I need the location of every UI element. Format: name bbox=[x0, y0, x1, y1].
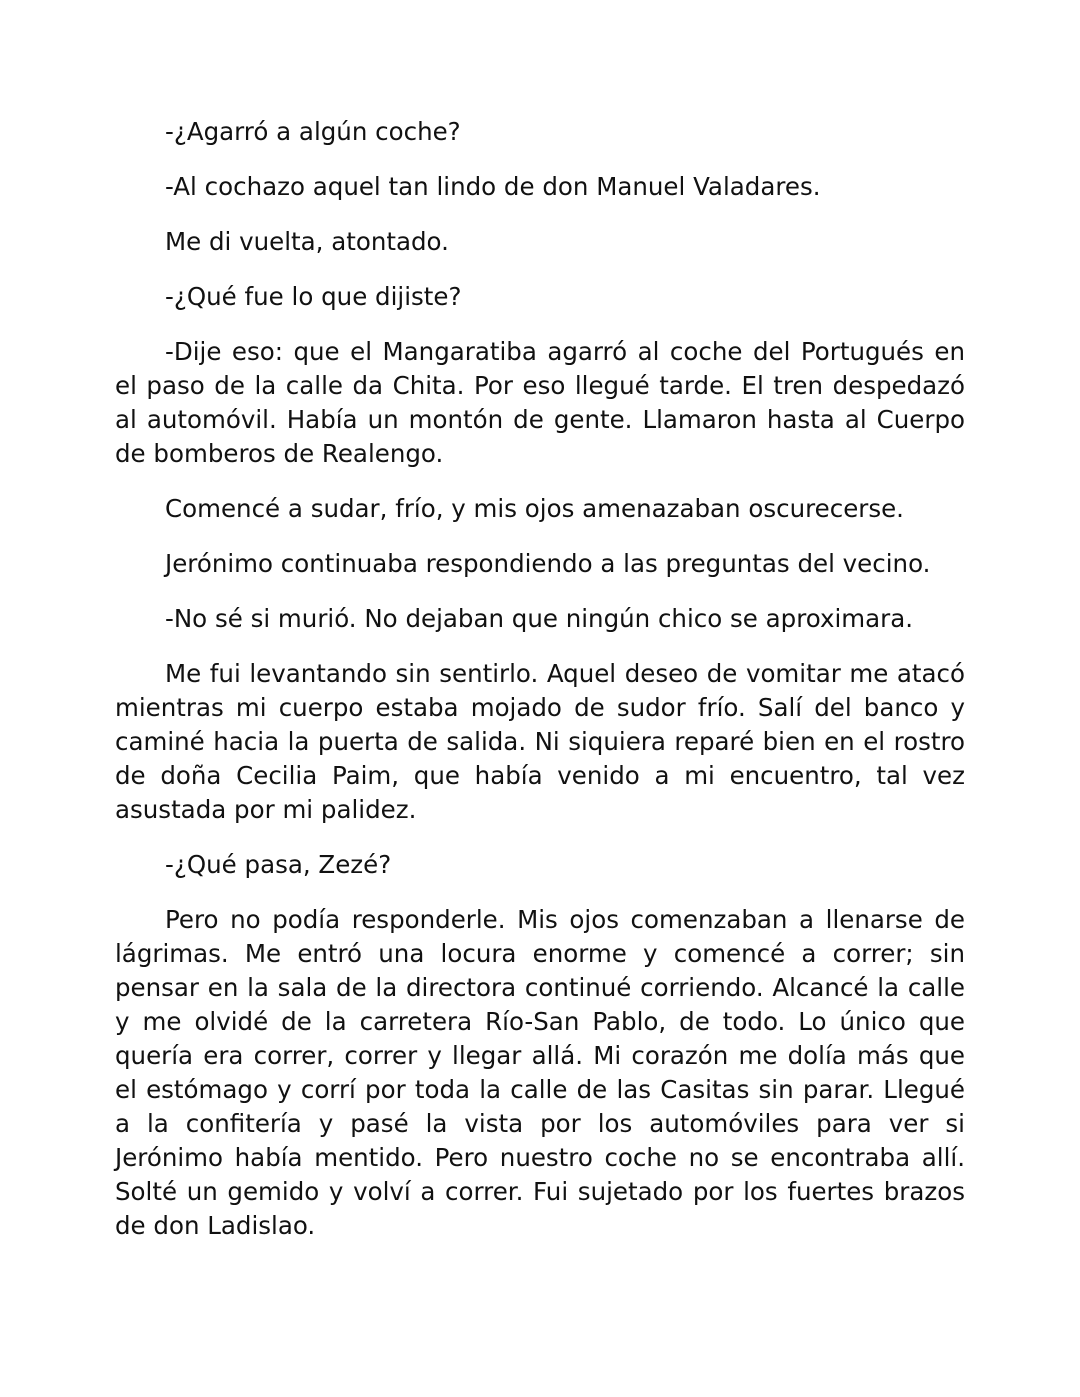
paragraph: Jerónimo continuaba respondiendo a las preguntas del vecino. bbox=[165, 549, 931, 578]
paragraph: -No sé si murió. No dejaban que ningún chico se aproximara. bbox=[165, 604, 914, 633]
paragraph: Me fui levantando sin sentirlo. Aquel deseo de vomitar me atacó mientras mi cuerpo estaba mojado de sudor frío. Salí del banco y caminé hacia la puerta de salida. Ni siquiera reparé bien en el rostro de doña Cecilia Paim, que había venido a mi encuentro, tal vez asustada por mi palidez. bbox=[115, 659, 965, 824]
paragraph: -Al cochazo aquel tan lindo de don Manuel Valadares. bbox=[165, 172, 821, 201]
document-page bbox=[115, 115, 965, 1264]
paragraph: Me di vuelta, atontado. bbox=[165, 227, 449, 256]
paragraph: -¿Qué pasa, Zezé? bbox=[165, 850, 392, 879]
paragraph: Comencé a sudar, frío, y mis ojos amenazaban oscurecerse. bbox=[165, 494, 904, 523]
paragraph: Pero no podía responderle. Mis ojos comenzaban a llenarse de lágrimas. Me entró una locura enorme y comencé a correr; sin pensar en la sala de la directora continué corriendo. Alcancé la calle y me olvidé de la carretera Río-San Pablo, de todo. Lo único que quería era correr, correr y llegar allá. Mi corazón me dolía más que el estómago y corrí por toda la calle de las Casitas sin parar. Llegué a la confitería y pasé la vista por los automóviles para ver si Jerónimo había mentido. Pero nuestro coche no se encontraba allí. Solté un gemido y volví a correr. Fui sujetado por los fuertes brazos de don Ladislao. bbox=[115, 905, 965, 1240]
paragraph: -¿Qué fue lo que dijiste? bbox=[165, 282, 462, 311]
paragraph: -¿Agarró a algún coche? bbox=[165, 117, 461, 146]
paragraph: -Dije eso: que el Mangaratiba agarró al coche del Portugués en el paso de la calle da Chita. Por eso llegué tarde. El tren despedazó al automóvil. Había un montón de gente. Llamaron hasta al Cuerpo de bomberos de Realengo. bbox=[115, 337, 965, 468]
